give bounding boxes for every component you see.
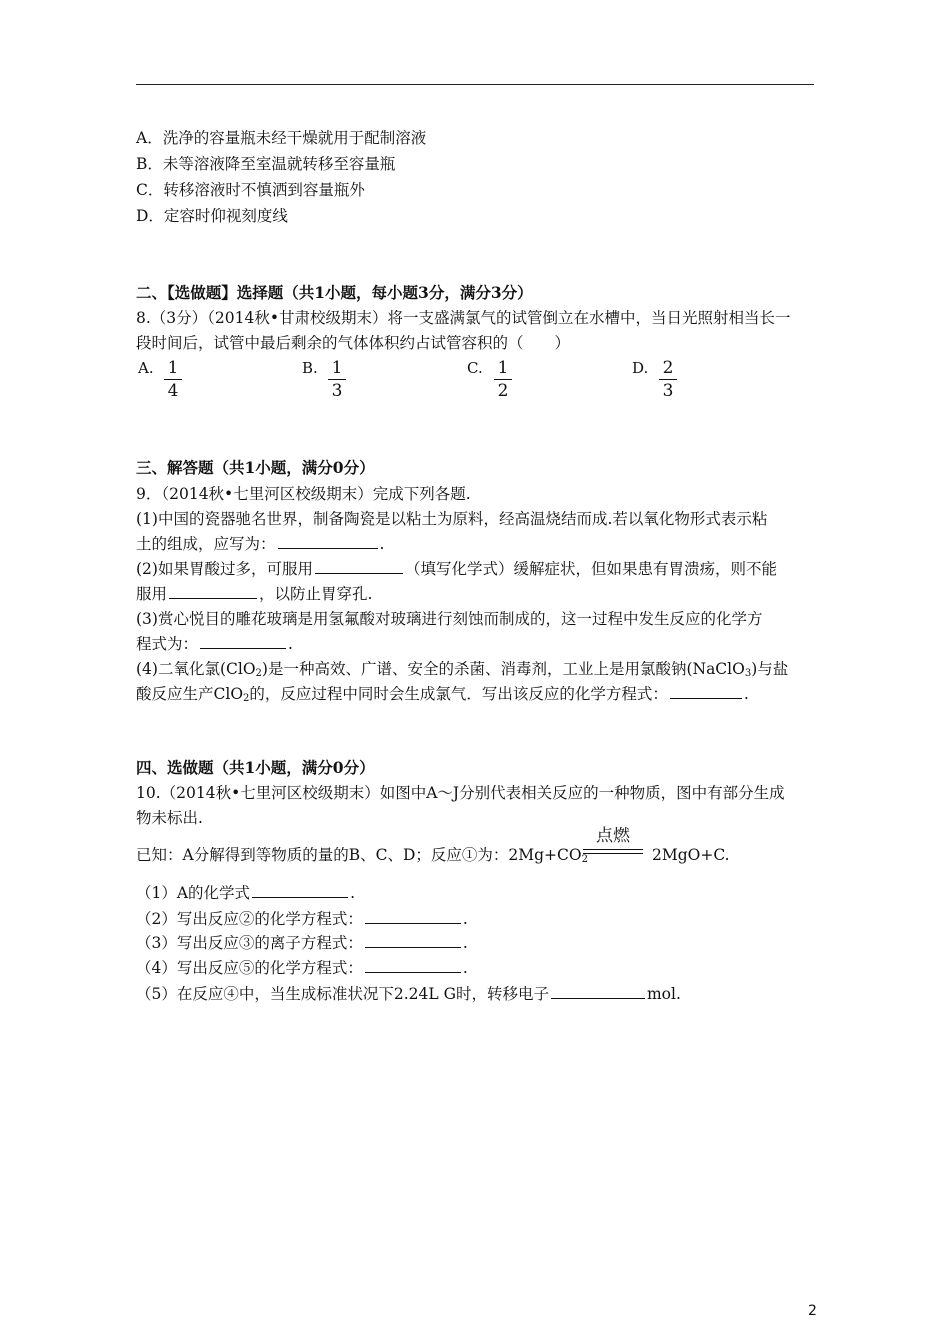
p4-text-d: 酸反应生产ClO	[136, 685, 244, 703]
q8-option-b-label: B.	[302, 359, 318, 377]
answer-blank[interactable]	[365, 958, 461, 973]
answer-blank[interactable]	[365, 933, 461, 948]
subscript: 2	[581, 854, 588, 865]
option-c: C．转移溶液时不慎洒到容量瓶外	[136, 181, 365, 199]
q9-p1-line1: (1)中国的瓷器驰名世界，制备陶瓷是以粘土为原料，经高温烧结而成.若以氧化物形式表示粘	[136, 510, 768, 528]
reaction-equals-bar	[583, 849, 643, 854]
p1-text: 土的组成，应写为：	[136, 535, 276, 553]
sub3-end: .	[462, 934, 468, 952]
answer-blank[interactable]	[670, 684, 742, 699]
q10-sub3	[136, 933, 468, 953]
q9-p3-line2	[136, 634, 293, 654]
sub2-text: （2）写出反应②的化学方程式：	[136, 910, 363, 928]
p2-text-c: 服用	[136, 585, 168, 603]
p4-end: .	[743, 685, 749, 703]
q8-option-c-label: C.	[467, 359, 483, 377]
answer-blank[interactable]	[169, 584, 257, 599]
subscript: 2	[243, 693, 250, 704]
sub4-text: （4）写出反应⑤的化学方程式：	[136, 959, 363, 977]
fraction-denominator: 4	[167, 381, 179, 401]
q10-sub4	[136, 958, 468, 978]
answer-blank[interactable]	[200, 634, 286, 649]
option-a: A．洗净的容量瓶未经干燥就用于配制溶液	[136, 129, 427, 147]
sub3-text: （3）写出反应③的离子方程式：	[136, 934, 363, 952]
p1-end: .	[379, 535, 385, 553]
q8-line2: 段时间后，试管中最后剩余的气体体积约占试管容积的（ ）	[136, 334, 571, 352]
q10-line1: 10.（2014秋•七里河区校级期末）如图中A～J分别代表相关反应的一种物质，图中有部分生成	[136, 784, 785, 802]
q8-option-d-label: D.	[632, 359, 649, 377]
p2-text-d: ，以防止胃穿孔.	[259, 585, 373, 603]
sub1-end: .	[350, 884, 355, 902]
fraction-numerator: 1	[331, 358, 343, 378]
known-text-b: 2MgO+C.	[651, 846, 730, 864]
section2-header: 二、【选做题】选择题（共1小题，每小题3分，满分3分）	[136, 283, 533, 302]
p3-text: 程式为：	[136, 635, 199, 653]
option-d: D．定容时仰视刻度线	[136, 207, 288, 225]
fraction-bar	[164, 379, 182, 380]
q9-p2-line1	[136, 559, 777, 579]
fraction-denominator: 3	[331, 381, 343, 401]
q8-option-a-label: A.	[138, 359, 154, 377]
fraction-numerator: 1	[167, 358, 179, 378]
answer-blank[interactable]	[365, 909, 461, 924]
answer-blank[interactable]	[252, 883, 348, 898]
q9-p3-line1: (3)赏心悦目的雕花玻璃是用氢氟酸对玻璃进行刻蚀而制成的，这一过程中发生反应的化学方	[136, 610, 763, 628]
q10-sub1	[136, 883, 355, 903]
header-rule	[136, 84, 814, 85]
q8-option-c-fraction	[494, 358, 512, 401]
fraction-denominator: 2	[497, 381, 509, 401]
answer-blank[interactable]	[278, 534, 378, 549]
answer-blank[interactable]	[551, 984, 645, 999]
p4-text-b: )是一种高效、广谱、安全的杀菌、消毒剂，工业上是用氯酸钠(NaClO	[261, 660, 745, 678]
q10-sub2	[136, 909, 468, 929]
sub4-end: .	[462, 959, 468, 977]
q8-option-d-fraction	[659, 358, 677, 401]
p4-text-c: )与盐	[751, 660, 789, 678]
fraction-bar	[328, 379, 346, 380]
page-number: 2	[808, 1303, 817, 1319]
p3-end: .	[288, 635, 293, 653]
fraction-bar	[494, 379, 512, 380]
section3-header: 三、解答题（共1小题，满分0分）	[136, 458, 375, 477]
fraction-numerator: 1	[497, 358, 509, 378]
reaction-condition: 点燃	[596, 826, 630, 846]
subscript: 3	[744, 668, 752, 679]
sub2-end: .	[462, 910, 468, 928]
p2-text-a: (2)如果胃酸过多，可服用	[136, 560, 313, 578]
sub5-text: （5）在反应④中，当生成标准状况下2.24L G时，转移电子	[136, 985, 549, 1003]
q8-option-b-fraction	[328, 358, 346, 401]
q8-option-a-fraction	[164, 358, 182, 401]
sub1-text: （1）A的化学式	[136, 884, 251, 902]
q8-line1: 8.（3分）（2014秋•甘肃校级期末）将一支盛满氯气的试管倒立在水槽中，当日光照射相当长一	[136, 309, 791, 327]
q9-title: 9．（2014秋•七里河区校级期末）完成下列各题.	[136, 485, 471, 503]
q9-p2-line2	[136, 584, 372, 604]
known-text-a: 已知：A分解得到等物质的量的B、C、D；反应①为：2Mg+CO	[136, 846, 582, 864]
section4-header: 四、选做题（共1小题，满分0分）	[136, 758, 375, 777]
option-b: B．未等溶液降至室温就转移至容量瓶	[136, 155, 396, 173]
subscript: 2	[255, 668, 262, 679]
p4-text-a: (4)二氧化氯(ClO	[136, 660, 256, 678]
answer-blank[interactable]	[315, 559, 403, 574]
fraction-denominator: 3	[662, 381, 674, 401]
p4-text-e: 的，反应过程中同时会生成氯气．写出该反应的化学方程式：	[249, 685, 668, 703]
q9-p4-line2	[136, 684, 749, 709]
fraction-numerator: 2	[662, 358, 674, 378]
q10-sub5	[136, 984, 681, 1004]
q9-p1-line2	[136, 534, 384, 554]
q10-line2: 物未标出.	[136, 809, 203, 827]
q9-p4-line1	[136, 659, 788, 684]
p2-text-b: （填写化学式）缓解症状，但如果患有胃溃疡，则不能	[404, 560, 777, 578]
sub5-end: mol.	[646, 985, 681, 1003]
fraction-bar	[659, 379, 677, 380]
